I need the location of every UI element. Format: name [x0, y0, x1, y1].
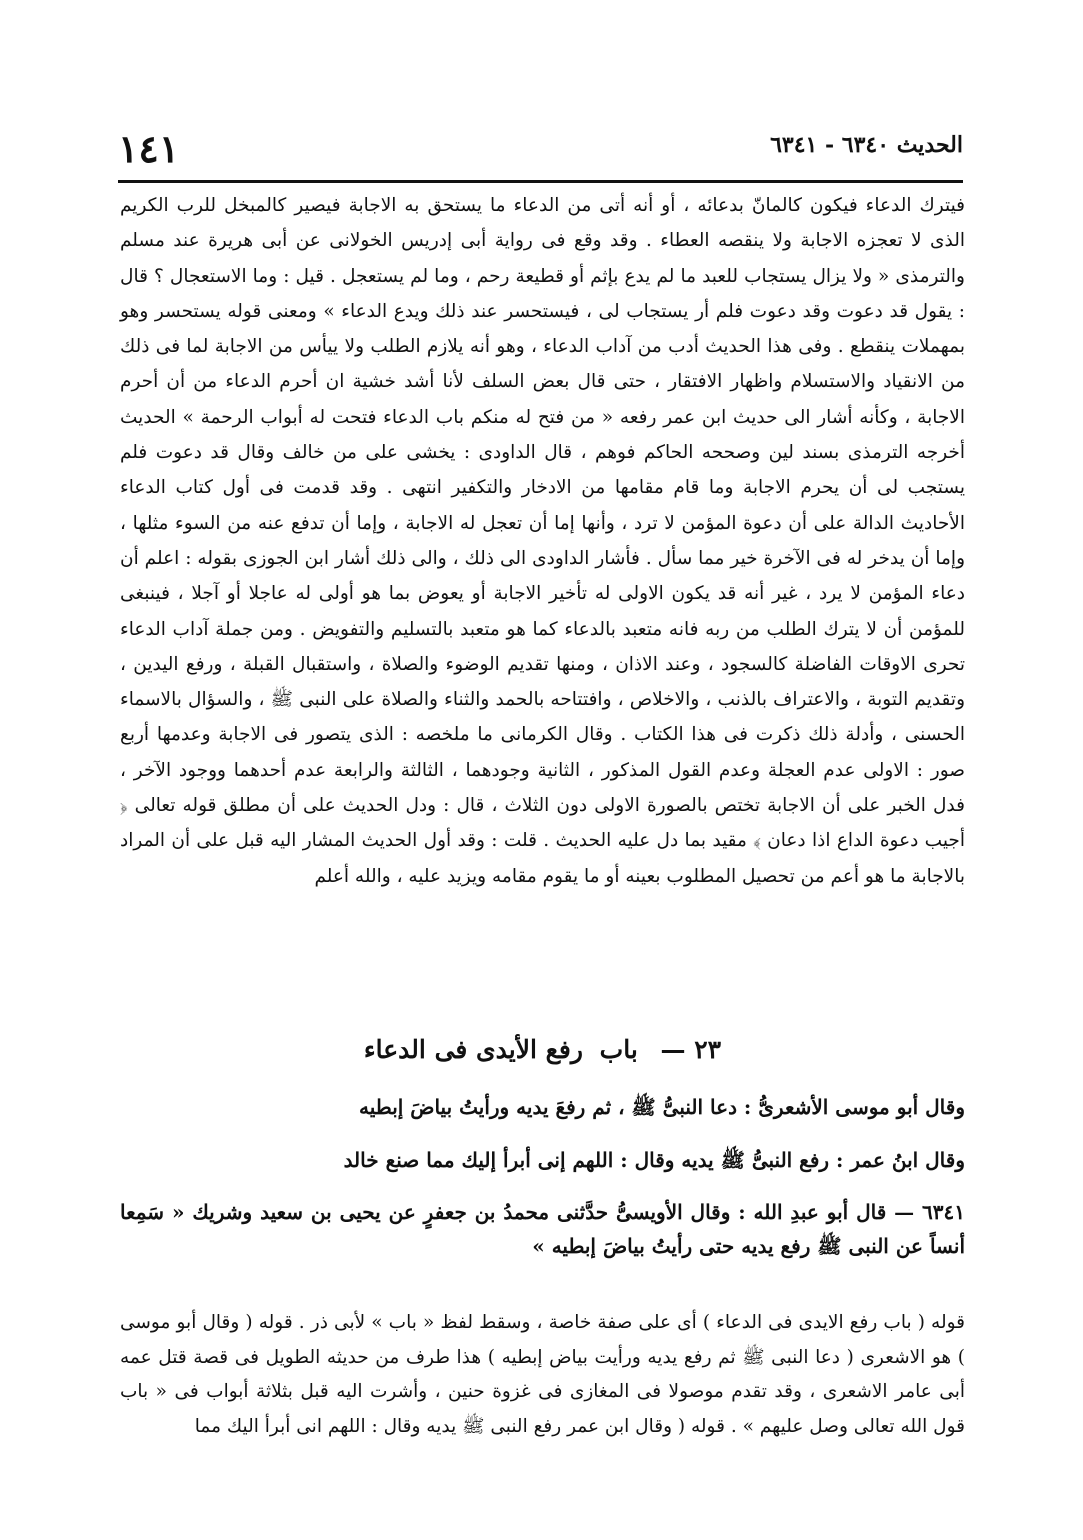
chapter-label: باب — [599, 1035, 638, 1064]
header-title: الحديث ٦٣٤٠ - ٦٣٤١ — [770, 132, 963, 158]
page-number: ١٤١ — [118, 126, 180, 171]
chapter-number: ٢٣ — — [660, 1035, 722, 1064]
hadith-line-abu-musa: وقال أبو موسى الأشعرىُّ : دعا النبىُّ ﷺ ، ثم رفعَ يديه ورأيتُ بياضَ إبطيه — [359, 1095, 965, 1119]
hadith-6341: ٦٣٤١ — قال أبو عبدِ الله : وقال الأويسىُّ حدَّثنى محمدُ بن جعفرٍ عن يحيى بن سعيد وشريك « سَمِعا أنساً عن النبى ﷺ رفع يديه حتى رأيتُ بياضَ إبطيه » — [120, 1200, 965, 1258]
commentary-text: فيترك الدعاء فيكون كالمانّ بدعائه ، أو أنه أتى من الدعاء ما يستحق به الاجابة فيصير كالمبخل للرب الكريم الذى لا تعجزه الاجابة ولا ينقصه العطاء . وقد وقع فى رواية أبى إدريس الخولانى عن أبى هريرة عند مسلم والترمذى « ولا يزال يستجاب للعبد ما لم يدع بإثم أو قطيعة رحم ، وما لم يستعجل . قيل : وما الاستعجال ؟ قال : يقول قد دعوت وقد دعوت فلم أر يستجاب لى ، فيستحسر عند ذلك ويدع الدعاء » ومعنى قوله يستحسر وهو بمهملات ينقطع . وفى هذا الحديث أدب من آداب الدعاء ، وهو أنه يلازم الطلب ولا ييأس من الاجابة لما فى ذلك من الانقياد والاستسلام واظهار الافتقار ، حتى قال بعض السلف لأنا أشد خشية ان أحرم الدعاء من أن أحرم الاجابة ، وكأنه أشار الى حديث ابن عمر رفعه « من فتح له منكم باب الدعاء فتحت له أبواب الرحمة » الحديث أخرجه الترمذى بسند لين وصححه الحاكم فوهم ، قال الداودى : يخشى على من خالف وقال قد دعوت فلم يستجب لى أن يحرم الاجابة وما قام مقامها من الادخار والتكفير انتهى . وقد قدمت فى أول كتاب الدعاء الأحاديث الدالة على أن دعوة المؤمن لا ترد ، وأنها إما أن تعجل له الاجابة ، وإما أن تدفع عنه من السوء مثلها ، وإما أن يدخر له فى الآخرة خير مما سأل . فأشار الداودى الى ذلك ، والى ذلك أشار ابن الجوزى بقوله : اعلم أن دعاء المؤمن لا يرد ، غير أنه قد يكون الاولى له تأخير الاجابة أو يعوض بما هو أولى له عاجلا أو آجلا ، فينبغى للمؤمن أن لا يترك الطلب من ربه فانه متعبد بالدعاء كما هو متعبد بالتسليم والتفويض . ومن جملة آداب الدعاء تحرى الاوقات الفاضلة كالسجود ، وعند الاذان ، ومنها تقديم الوضوء والصلاة ، واستقبال القبلة ، ورفع اليدين ، وتقديم التوبة ، والاعتراف بالذنب ، والاخلاص ، وافتتاحه بالحمد والثناء والصلاة على النبى ﷺ ، والسؤال بالاسماء الحسنى ، وأدلة ذلك ذكرت فى هذا الكتاب . وقال الكرمانى ما ملخصه : الذى يتصور فى الاجابة وعدمها أربع صور : الاولى عدم العجلة وعدم القول المذكور ، الثانية وجودهما ، الثالثة والرابعة عدم أحدهما ووجود الآخر ، فدل الخبر على أن الاجابة تختص بالصورة الاولى دون الثلاث ، قال : ودل الحديث على أن مطلق قوله تعالى ﴿ أجيب دعوة الداع اذا دعان ﴾ مقيد بما دل عليه الحديث . قلت : وقد أول الحديث المشار اليه قبل على أن المراد بالاجابة ما هو أعم من تحصيل المطلوب بعينه أو ما يقوم مقامه ويزيد عليه ، والله أعلم — [120, 195, 965, 887]
chapter-heading — [120, 1035, 965, 1064]
chapter-title: رفع الأيدى فى الدعاء — [363, 1035, 583, 1064]
hadith-line-ibn-umar: وقال ابنُ عمر : رفع النبىُّ ﷺ يديه وقال : اللهم إنى أبرأ إليك مما صنع خالد — [343, 1148, 965, 1172]
running-header — [118, 122, 963, 183]
sharh-text: قوله ( باب رفع الايدى فى الدعاء ) أى على صفة خاصة ، وسقط لفظ « باب » لأبى ذر . قوله ( وقال أبو موسى ) هو الاشعرى ( دعا النبى ﷺ ثم رفع يديه ورأيت بياض إبطيه ) هذا طرف من حديثه الطويل فى قصة قتل عمه أبى عامر الاشعرى ، وقد تقدم موصولا فى المغازى فى غزوة حنين ، وأشرت اليه قبل بثلاثة أبواب فى « باب قول الله تعالى وصل عليهم » . قوله ( وقال ابن عمر رفع النبى ﷺ يديه وقال : اللهم انى أبرأ اليك مما — [120, 1312, 965, 1437]
